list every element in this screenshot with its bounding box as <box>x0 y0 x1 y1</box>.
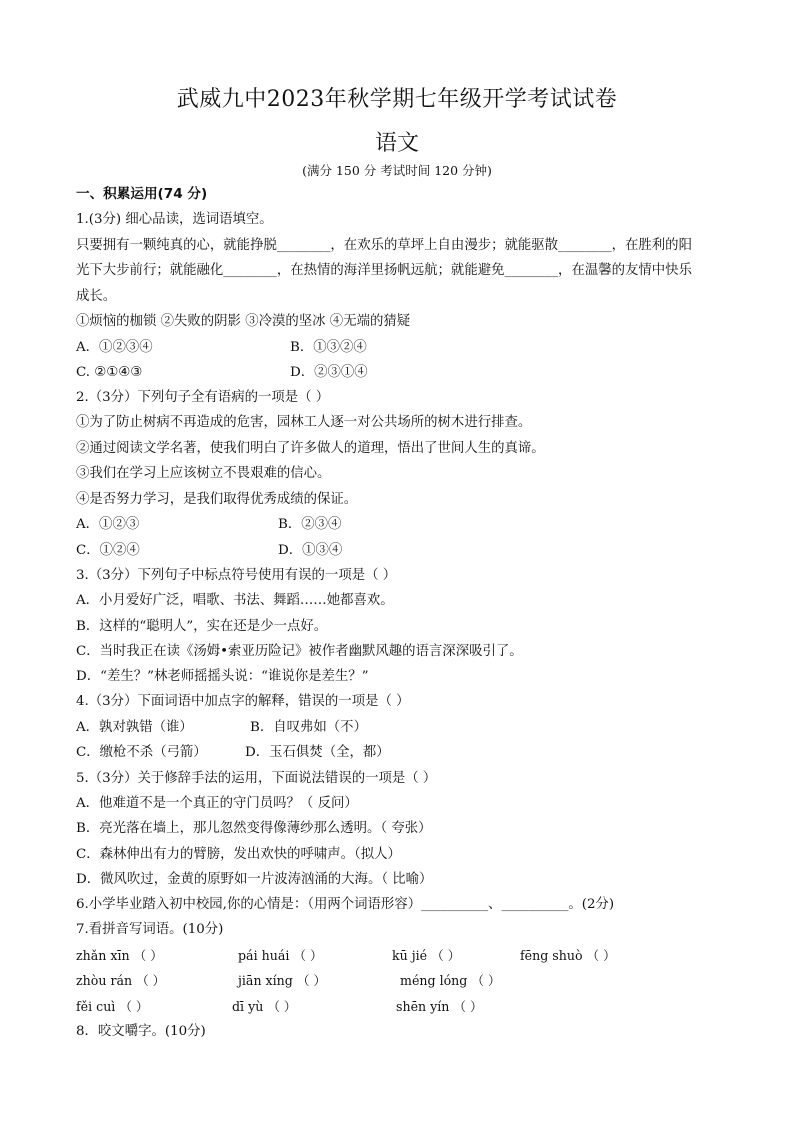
pinyin-item: zhǎn xīn （ ） <box>76 948 163 963</box>
q1-passage-line: 成长。 <box>76 289 117 304</box>
q1-stem: 1.(3分) 细心品读，选词语填空。 <box>76 212 273 227</box>
q3-option-d: D．“差生？”林老师摇摇头说：“谁说你是差生？” <box>76 669 369 684</box>
q1-word-choices: ①烦恼的枷锁 ②失败的阴影 ③冷漠的坚冰 ④无端的猜疑 <box>76 314 411 329</box>
pinyin-item: fěi cuì （ ） <box>76 999 149 1014</box>
pinyin-item: méng lóng （ ） <box>400 973 501 988</box>
pinyin-item: zhòu rán （ ） <box>76 973 166 988</box>
q4-option-a: A．孰对孰错（谁） <box>76 720 193 735</box>
q1-option-c: C. ②①④③ <box>76 365 143 380</box>
q2-sentence: ③我们在学习上应该树立不畏艰难的信心。 <box>76 466 331 481</box>
q6-text: 6.小学毕业踏入初中校园,你的心情是：（用两个词语形容）__________、__________。(2分) <box>76 897 615 912</box>
pinyin-item: shēn yín （ ） <box>396 999 483 1014</box>
q5-option-a: A．他难道不是一个真正的守门员吗？（ 反问） <box>76 796 358 811</box>
q3-option-c: C．当时我正在读《汤姆•索亚历险记》被作者幽默风趣的语言深深吸引了。 <box>76 644 523 659</box>
pinyin-item: kū jié （ ） <box>392 948 461 963</box>
q2-option-b: B．②③④ <box>278 517 342 532</box>
pinyin-item: pái huái （ ） <box>238 948 323 963</box>
q7-stem: 7.看拼音写词语。(10分) <box>76 922 224 937</box>
q3-option-b: B．这样的“聪明人”，实在还是少一点好。 <box>76 619 328 634</box>
q1-passage-line: 光下大步前行；就能融化________，在热情的海洋里扬帆远航；就能避免________，在温馨的友情中快乐 <box>76 263 692 278</box>
q4-option-d: D．玉石俱焚（全，都） <box>245 745 390 760</box>
subject-title: 语文 <box>374 131 419 156</box>
q2-sentence: ①为了防止树病不再造成的危害，园林工人逐一对公共场所的树木进行排查。 <box>76 415 532 430</box>
q2-option-d: D．①③④ <box>278 543 343 558</box>
q1-option-b: B．①③②④ <box>290 340 367 355</box>
exam-meta: (满分 150 分 考试时间 120 分钟) <box>302 163 492 178</box>
q5-option-c: C．森林伸出有力的臂膀，发出欢快的呼啸声。（拟人） <box>76 847 401 862</box>
q4-option-b: B．自叹弗如（不） <box>250 720 367 735</box>
q2-option-a: A．①②③ <box>76 517 140 532</box>
q2-sentence: ②通过阅读文学名著，使我们明白了许多做人的道理，悟出了世间人生的真谛。 <box>76 441 545 456</box>
q2-stem: 2.（3分）下列句子全有语病的一项是（ ） <box>76 390 330 405</box>
q3-option-a: A．小月爱好广泛，唱歌、书法、舞蹈……她都喜欢。 <box>76 593 394 608</box>
q1-option-d: D．②③①④ <box>290 365 368 380</box>
q4-option-c: C．缴枪不杀（弓箭） <box>76 745 207 760</box>
exam-title: 武威九中2023年秋学期七年级开学考试试卷 <box>176 87 618 112</box>
pinyin-item: fēng shuò （ ） <box>520 948 616 963</box>
q2-sentence: ④是否努力学习，是我们取得优秀成绩的保证。 <box>76 492 358 507</box>
pinyin-item: jiān xíng （ ） <box>238 973 327 988</box>
q3-stem: 3.（3分）下列句子中标点符号使用有误的一项是（ ） <box>76 568 397 583</box>
q5-option-d: D．微风吹过，金黄的原野如一片波涛汹涌的大海。（ 比喻） <box>76 872 433 887</box>
pinyin-item: dī yù （ ） <box>232 999 297 1014</box>
q5-option-b: B．亮光落在墙上，那儿忽然变得像薄纱那么透明。（ 夸张） <box>76 821 432 836</box>
q5-stem: 5.（3分）关于修辞手法的运用，下面说法错误的一项是（ ） <box>76 771 437 786</box>
q2-option-c: C．①②④ <box>76 543 140 558</box>
q1-passage-line: 只要拥有一颗纯真的心，就能挣脱________，在欢乐的草坪上自由漫步；就能驱散________，在胜利的阳 <box>76 238 692 253</box>
q4-stem: 4.（3分）下面词语中加点字的解释，错误的一项是（ ） <box>76 694 410 709</box>
q8-stem: 8．咬文嚼字。(10分) <box>76 1024 206 1039</box>
q1-option-a: A．①②③④ <box>76 340 153 355</box>
section-heading: 一、积累运用(74 分) <box>76 186 208 202</box>
